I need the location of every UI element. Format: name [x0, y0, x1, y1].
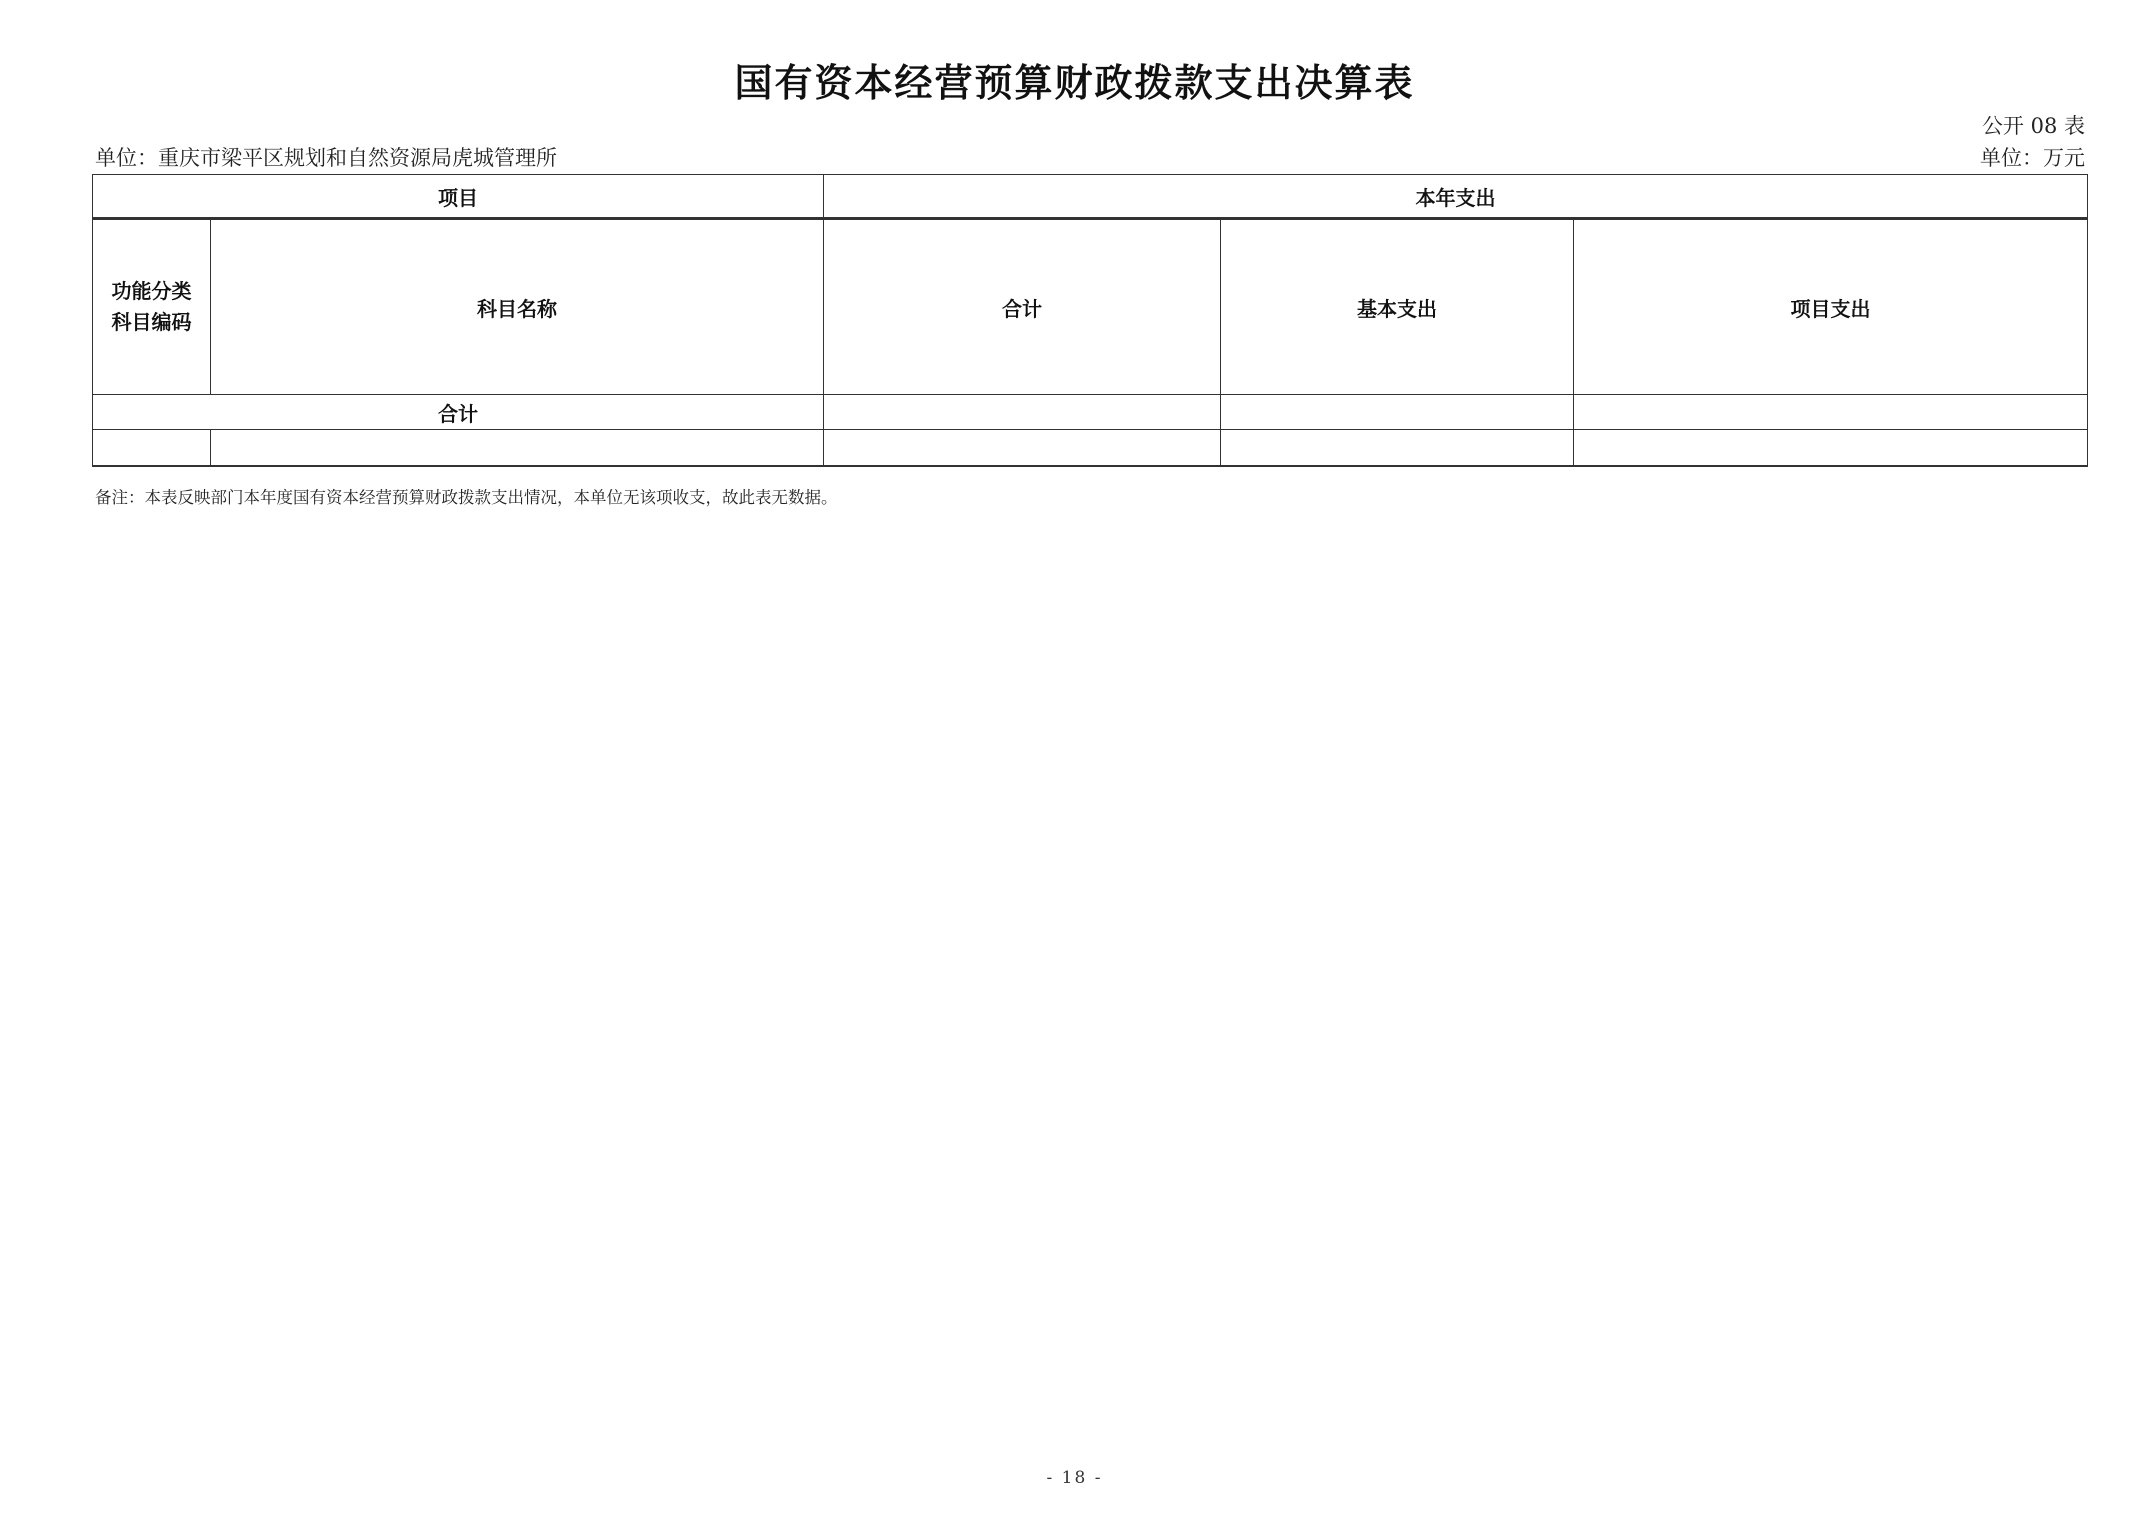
table-total-row [93, 395, 2088, 430]
total-row-project-cell [1574, 395, 2088, 430]
header-project-expense: 项目支出 [1574, 219, 2088, 395]
unit-name-label: 单位：重庆市梁平区规划和自然资源局虎城管理所 [95, 146, 557, 170]
header-project-group: 项目 [93, 175, 824, 219]
expenditure-table [92, 174, 2088, 467]
empty-row-project-cell [1574, 430, 2088, 467]
total-row-label: 合计 [93, 395, 824, 430]
page-number: - 18 - [1046, 1468, 1103, 1488]
total-row-basic-cell [1221, 395, 1574, 430]
table-code-label: 公开 08 表 [1981, 114, 2085, 138]
empty-row-total-cell [824, 430, 1221, 467]
empty-row-basic-cell [1221, 430, 1574, 467]
header-function-code-lines [93, 220, 210, 394]
empty-row-name-cell [211, 430, 824, 467]
header-function-classification-code [93, 219, 211, 395]
unit-currency-label: 单位：万元 [1980, 146, 2085, 170]
header-function-code-line2: 科目编码 [111, 310, 192, 334]
table-header-row-groups [93, 175, 2088, 219]
header-basic-expense: 基本支出 [1221, 219, 1574, 395]
total-row-total-cell [824, 395, 1221, 430]
header-subject-name: 科目名称 [211, 219, 824, 395]
header-total: 合计 [824, 219, 1221, 395]
table-empty-row [93, 430, 2088, 467]
header-function-code-line1: 功能分类 [111, 279, 192, 303]
empty-row-code-cell [93, 430, 211, 467]
header-current-year-expense-group: 本年支出 [824, 175, 2088, 219]
note-text: 备注：本表反映部门本年度国有资本经营预算财政拨款支出情况，本单位无该项收支，故此表无数据。 [95, 488, 838, 507]
page-title: 国有资本经营预算财政拨款支出决算表 [734, 60, 1415, 105]
table-header-row-columns [93, 219, 2088, 395]
